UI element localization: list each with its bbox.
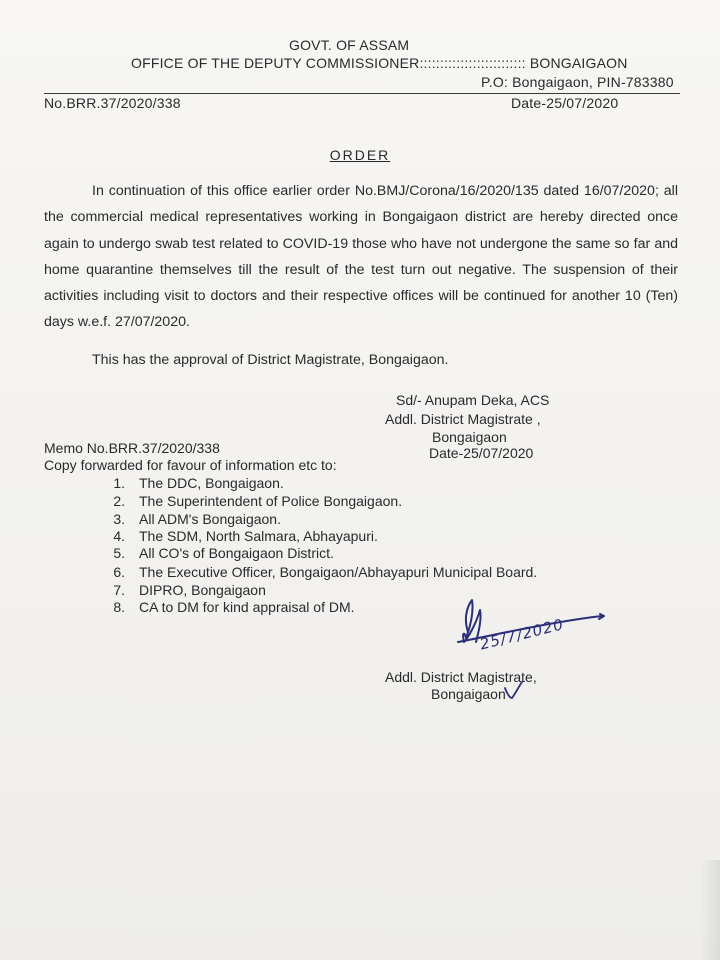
list-item-text: All ADM's Bongaigaon.: [139, 511, 281, 527]
order-paragraph-text: In continuation of this office earlier order No.BMJ/Corona/16/2020/135 dated 16/07/2020; all the commercial medical representatives working in Bongaigaon district are hereby directed once again to undergo swab test related to COVID-19 those who have not undergone the same so far and home quarantine themselves till the result of the test turn out negative. The suspension of their activities including visit to doctors and their respective offices will be continued for another 10 (Ten) days w.e.f. 27/07/2020.: [44, 183, 678, 331]
list-item-number: 2.: [113, 493, 125, 509]
list-item-number: 7.: [113, 582, 125, 598]
list-item-number: 1.: [113, 475, 125, 491]
signatory-date: Date-25/07/2020: [429, 445, 534, 461]
list-item-number: 8.: [113, 599, 125, 615]
reference-number: No.BRR.37/2020/338: [44, 95, 181, 111]
office-heading: OFFICE OF THE DEPUTY COMMISSIONER:::::::::::::::::::::::::: BONGAIGAON: [131, 55, 628, 71]
list-item-text: CA to DM for kind appraisal of DM.: [139, 599, 355, 615]
signatory-place: Bongaigaon: [432, 429, 507, 445]
list-item-text: The DDC, Bongaigaon.: [139, 475, 284, 491]
handwritten-date: 25/7/2020: [478, 615, 566, 654]
signatory-name: Sd/- Anupam Deka, ACS: [396, 392, 550, 408]
list-item-text: The Superintendent of Police Bongaigaon.: [139, 493, 403, 509]
list-item-number: 3.: [113, 511, 125, 527]
check-mark-icon: [502, 680, 524, 702]
memo-number: Memo No.BRR.37/2020/338: [44, 440, 220, 456]
signature-place: Bongaigaon: [431, 686, 506, 702]
list-item-number: 4.: [113, 528, 125, 544]
list-item-number: 5.: [113, 545, 125, 561]
postal-address: P.O: Bongaigaon, PIN-783380: [481, 74, 674, 90]
page-shadow: [700, 860, 720, 960]
header-divider: [44, 93, 680, 94]
order-paragraph: [44, 178, 678, 336]
order-title: ORDER: [329, 147, 391, 163]
signature-designation: Addl. District Magistrate,: [385, 669, 537, 685]
govt-heading: GOVT. OF ASSAM: [289, 37, 410, 53]
list-item-text: DIPRO, Bongaigaon: [139, 582, 266, 598]
list-item-number: 6.: [113, 564, 125, 580]
list-item-text: The Executive Officer, Bongaigaon/Abhayapuri Municipal Board.: [139, 564, 538, 580]
list-item-text: All CO's of Bongaigaon District.: [139, 545, 334, 561]
signatory-designation: Addl. District Magistrate ,: [385, 411, 541, 427]
list-item-text: The SDM, North Salmara, Abhayapuri.: [139, 528, 378, 544]
issue-date: Date-25/07/2020: [511, 95, 619, 111]
approval-line: This has the approval of District Magistrate, Bongaigaon.: [92, 352, 449, 368]
memo-intro: Copy forwarded for favour of information etc to:: [44, 457, 337, 473]
